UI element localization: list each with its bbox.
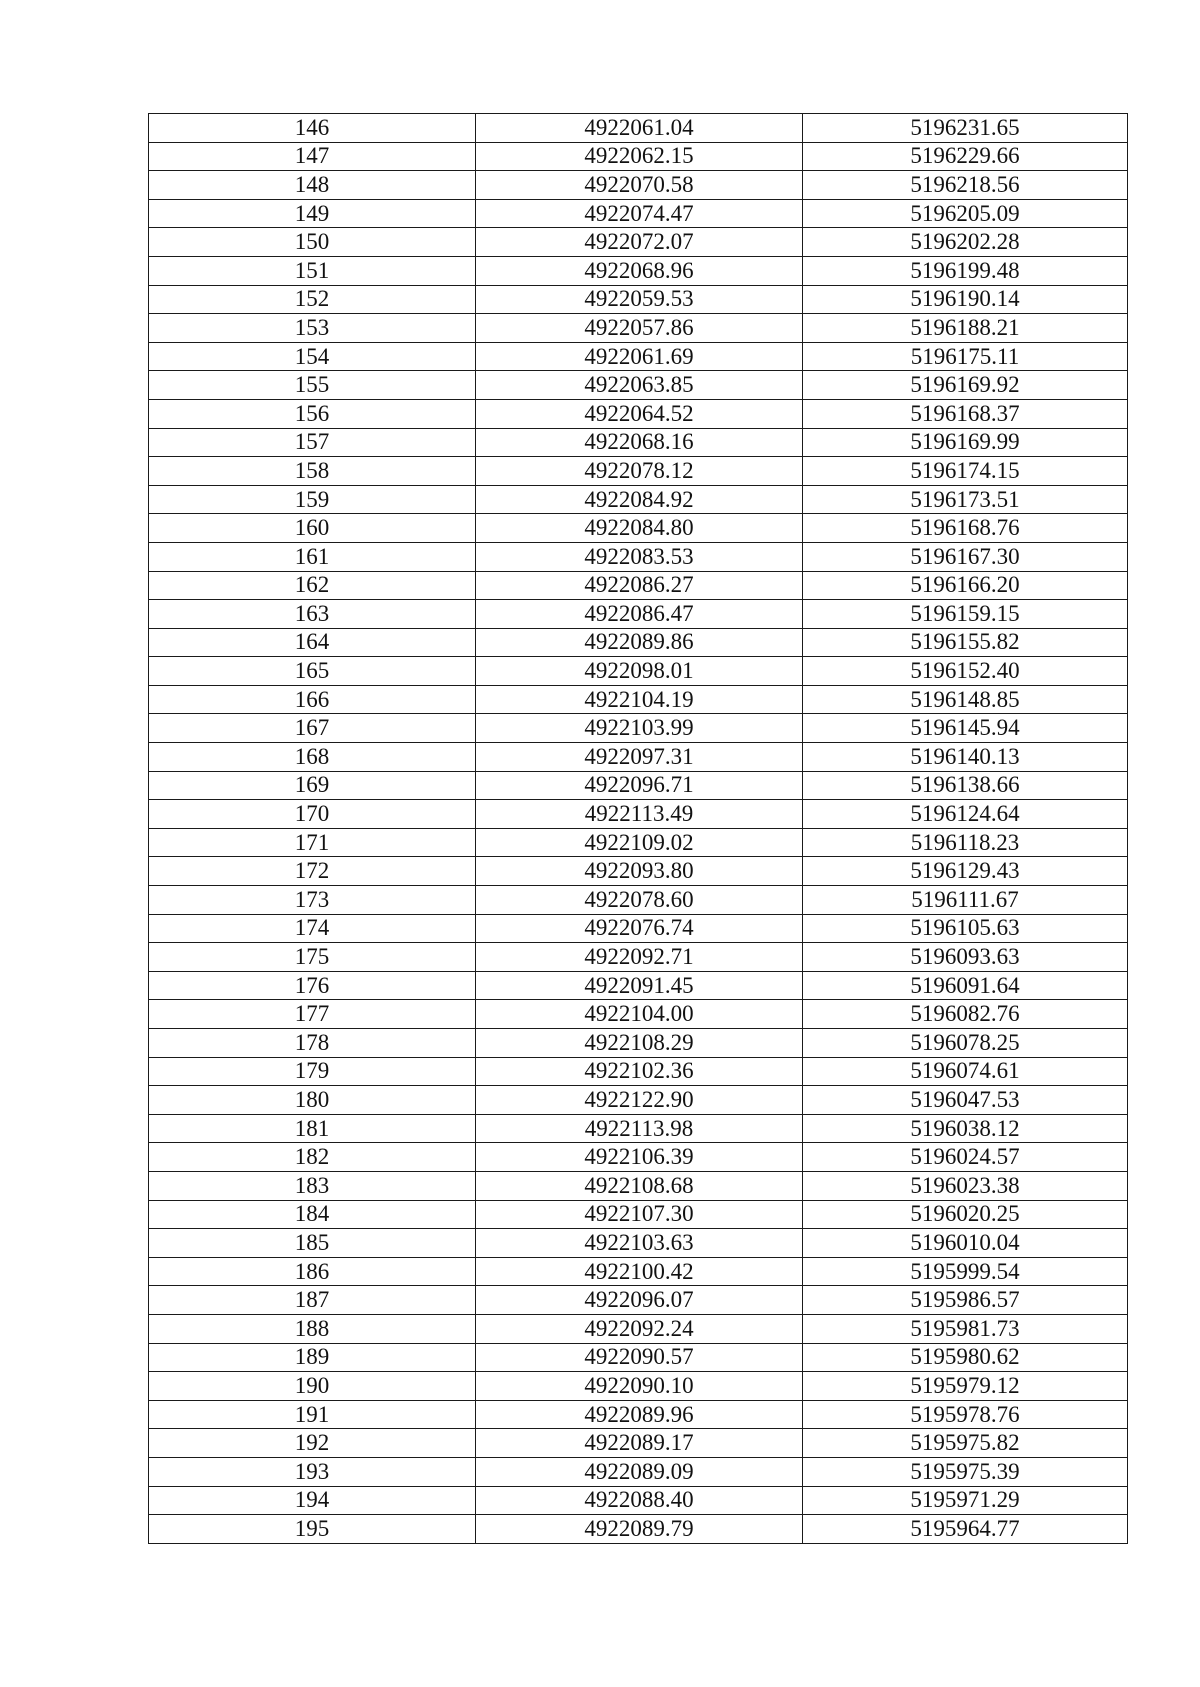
x-coordinate-cell: 4922072.07 [476, 228, 803, 257]
y-coordinate-cell: 5195981.73 [803, 1314, 1128, 1343]
point-number-cell: 195 [149, 1515, 476, 1544]
table-row [149, 514, 1128, 543]
table-row [149, 1143, 1128, 1172]
point-number-cell: 147 [149, 142, 476, 171]
x-coordinate-cell: 4922068.16 [476, 428, 803, 457]
point-number-cell: 163 [149, 600, 476, 629]
x-coordinate-cell: 4922088.40 [476, 1486, 803, 1515]
point-number-cell: 194 [149, 1486, 476, 1515]
point-number-cell: 164 [149, 628, 476, 657]
y-coordinate-cell: 5195978.76 [803, 1400, 1128, 1429]
point-number-cell: 181 [149, 1114, 476, 1143]
table-row [149, 1086, 1128, 1115]
table-row [149, 457, 1128, 486]
y-coordinate-cell: 5196074.61 [803, 1057, 1128, 1086]
x-coordinate-cell: 4922104.19 [476, 685, 803, 714]
point-number-cell: 174 [149, 914, 476, 943]
point-number-cell: 160 [149, 514, 476, 543]
table-row [149, 571, 1128, 600]
table-row [149, 1343, 1128, 1372]
point-number-cell: 157 [149, 428, 476, 457]
x-coordinate-cell: 4922113.98 [476, 1114, 803, 1143]
table-row [149, 1229, 1128, 1258]
point-number-cell: 153 [149, 314, 476, 343]
table-row [149, 1029, 1128, 1058]
point-number-cell: 172 [149, 857, 476, 886]
y-coordinate-cell: 5196167.30 [803, 542, 1128, 571]
y-coordinate-cell: 5196229.66 [803, 142, 1128, 171]
x-coordinate-cell: 4922106.39 [476, 1143, 803, 1172]
table-row [149, 743, 1128, 772]
table-row [149, 914, 1128, 943]
table-row [149, 1286, 1128, 1315]
table-row [149, 485, 1128, 514]
x-coordinate-cell: 4922089.86 [476, 628, 803, 657]
point-number-cell: 188 [149, 1314, 476, 1343]
x-coordinate-cell: 4922098.01 [476, 657, 803, 686]
y-coordinate-cell: 5196020.25 [803, 1200, 1128, 1229]
table-row [149, 314, 1128, 343]
table-row [149, 943, 1128, 972]
x-coordinate-cell: 4922063.85 [476, 371, 803, 400]
x-coordinate-cell: 4922104.00 [476, 1000, 803, 1029]
table-row [149, 1515, 1128, 1544]
point-number-cell: 169 [149, 771, 476, 800]
table-row [149, 828, 1128, 857]
point-number-cell: 179 [149, 1057, 476, 1086]
x-coordinate-cell: 4922083.53 [476, 542, 803, 571]
table-row [149, 1057, 1128, 1086]
point-number-cell: 165 [149, 657, 476, 686]
x-coordinate-cell: 4922059.53 [476, 285, 803, 314]
point-number-cell: 191 [149, 1400, 476, 1429]
point-number-cell: 175 [149, 943, 476, 972]
point-number-cell: 184 [149, 1200, 476, 1229]
y-coordinate-cell: 5196174.15 [803, 457, 1128, 486]
point-number-cell: 183 [149, 1171, 476, 1200]
x-coordinate-cell: 4922061.69 [476, 342, 803, 371]
point-number-cell: 185 [149, 1229, 476, 1258]
table-row [149, 256, 1128, 285]
y-coordinate-cell: 5195979.12 [803, 1372, 1128, 1401]
x-coordinate-cell: 4922089.09 [476, 1457, 803, 1486]
table-row [149, 657, 1128, 686]
table-row [149, 399, 1128, 428]
x-coordinate-cell: 4922089.17 [476, 1429, 803, 1458]
point-number-cell: 166 [149, 685, 476, 714]
y-coordinate-cell: 5196145.94 [803, 714, 1128, 743]
x-coordinate-cell: 4922070.58 [476, 171, 803, 200]
x-coordinate-cell: 4922103.63 [476, 1229, 803, 1258]
table-row [149, 1486, 1128, 1515]
point-number-cell: 180 [149, 1086, 476, 1115]
point-number-cell: 167 [149, 714, 476, 743]
y-coordinate-cell: 5196093.63 [803, 943, 1128, 972]
x-coordinate-cell: 4922074.47 [476, 199, 803, 228]
x-coordinate-cell: 4922097.31 [476, 743, 803, 772]
table-row [149, 628, 1128, 657]
x-coordinate-cell: 4922092.24 [476, 1314, 803, 1343]
x-coordinate-cell: 4922086.27 [476, 571, 803, 600]
table-row [149, 1000, 1128, 1029]
y-coordinate-cell: 5196175.11 [803, 342, 1128, 371]
table-row [149, 114, 1128, 143]
table-row [149, 428, 1128, 457]
point-number-cell: 173 [149, 886, 476, 915]
y-coordinate-cell: 5196091.64 [803, 971, 1128, 1000]
x-coordinate-cell: 4922064.52 [476, 399, 803, 428]
x-coordinate-cell: 4922061.04 [476, 114, 803, 143]
table-row [149, 171, 1128, 200]
table-row [149, 1429, 1128, 1458]
x-coordinate-cell: 4922078.60 [476, 886, 803, 915]
x-coordinate-cell: 4922108.29 [476, 1029, 803, 1058]
point-number-cell: 182 [149, 1143, 476, 1172]
table-row [149, 342, 1128, 371]
point-number-cell: 151 [149, 256, 476, 285]
y-coordinate-cell: 5196118.23 [803, 828, 1128, 857]
y-coordinate-cell: 5195999.54 [803, 1257, 1128, 1286]
x-coordinate-cell: 4922100.42 [476, 1257, 803, 1286]
point-number-cell: 150 [149, 228, 476, 257]
table-row [149, 1457, 1128, 1486]
point-number-cell: 152 [149, 285, 476, 314]
table-row [149, 285, 1128, 314]
x-coordinate-cell: 4922090.10 [476, 1372, 803, 1401]
x-coordinate-cell: 4922090.57 [476, 1343, 803, 1372]
y-coordinate-cell: 5196188.21 [803, 314, 1128, 343]
x-coordinate-cell: 4922103.99 [476, 714, 803, 743]
table-row [149, 685, 1128, 714]
table-row [149, 886, 1128, 915]
y-coordinate-cell: 5196082.76 [803, 1000, 1128, 1029]
y-coordinate-cell: 5196047.53 [803, 1086, 1128, 1115]
y-coordinate-cell: 5196129.43 [803, 857, 1128, 886]
x-coordinate-cell: 4922107.30 [476, 1200, 803, 1229]
table-row [149, 800, 1128, 829]
point-number-cell: 158 [149, 457, 476, 486]
x-coordinate-cell: 4922057.86 [476, 314, 803, 343]
y-coordinate-cell: 5196140.13 [803, 743, 1128, 772]
y-coordinate-cell: 5196169.99 [803, 428, 1128, 457]
point-number-cell: 168 [149, 743, 476, 772]
x-coordinate-cell: 4922093.80 [476, 857, 803, 886]
x-coordinate-cell: 4922122.90 [476, 1086, 803, 1115]
y-coordinate-cell: 5196105.63 [803, 914, 1128, 943]
y-coordinate-cell: 5196168.76 [803, 514, 1128, 543]
y-coordinate-cell: 5196111.67 [803, 886, 1128, 915]
x-coordinate-cell: 4922096.71 [476, 771, 803, 800]
y-coordinate-cell: 5196166.20 [803, 571, 1128, 600]
y-coordinate-cell: 5196190.14 [803, 285, 1128, 314]
table-row [149, 1257, 1128, 1286]
y-coordinate-cell: 5196078.25 [803, 1029, 1128, 1058]
table-row [149, 1314, 1128, 1343]
table-row [149, 228, 1128, 257]
y-coordinate-cell: 5195975.39 [803, 1457, 1128, 1486]
table-row [149, 1400, 1128, 1429]
y-coordinate-cell: 5196218.56 [803, 171, 1128, 200]
y-coordinate-cell: 5195971.29 [803, 1486, 1128, 1515]
point-number-cell: 159 [149, 485, 476, 514]
table-row [149, 771, 1128, 800]
point-number-cell: 146 [149, 114, 476, 143]
point-number-cell: 161 [149, 542, 476, 571]
y-coordinate-cell: 5196159.15 [803, 600, 1128, 629]
table-row [149, 857, 1128, 886]
y-coordinate-cell: 5196231.65 [803, 114, 1128, 143]
x-coordinate-cell: 4922084.80 [476, 514, 803, 543]
table-row [149, 971, 1128, 1000]
x-coordinate-cell: 4922113.49 [476, 800, 803, 829]
table-row [149, 542, 1128, 571]
y-coordinate-cell: 5195980.62 [803, 1343, 1128, 1372]
table-row [149, 199, 1128, 228]
coordinates-table [148, 113, 1128, 1544]
x-coordinate-cell: 4922091.45 [476, 971, 803, 1000]
x-coordinate-cell: 4922109.02 [476, 828, 803, 857]
table-row [149, 1171, 1128, 1200]
point-number-cell: 148 [149, 171, 476, 200]
y-coordinate-cell: 5195975.82 [803, 1429, 1128, 1458]
y-coordinate-cell: 5196010.04 [803, 1229, 1128, 1258]
x-coordinate-cell: 4922092.71 [476, 943, 803, 972]
table-row [149, 1200, 1128, 1229]
y-coordinate-cell: 5196138.66 [803, 771, 1128, 800]
point-number-cell: 189 [149, 1343, 476, 1372]
point-number-cell: 176 [149, 971, 476, 1000]
coordinates-table-body [149, 114, 1128, 1544]
y-coordinate-cell: 5196038.12 [803, 1114, 1128, 1143]
point-number-cell: 190 [149, 1372, 476, 1401]
table-row [149, 142, 1128, 171]
y-coordinate-cell: 5195986.57 [803, 1286, 1128, 1315]
x-coordinate-cell: 4922096.07 [476, 1286, 803, 1315]
point-number-cell: 171 [149, 828, 476, 857]
table-row [149, 600, 1128, 629]
point-number-cell: 154 [149, 342, 476, 371]
y-coordinate-cell: 5196148.85 [803, 685, 1128, 714]
point-number-cell: 155 [149, 371, 476, 400]
y-coordinate-cell: 5195964.77 [803, 1515, 1128, 1544]
point-number-cell: 187 [149, 1286, 476, 1315]
point-number-cell: 177 [149, 1000, 476, 1029]
x-coordinate-cell: 4922062.15 [476, 142, 803, 171]
y-coordinate-cell: 5196155.82 [803, 628, 1128, 657]
y-coordinate-cell: 5196152.40 [803, 657, 1128, 686]
x-coordinate-cell: 4922089.79 [476, 1515, 803, 1544]
point-number-cell: 178 [149, 1029, 476, 1058]
x-coordinate-cell: 4922068.96 [476, 256, 803, 285]
point-number-cell: 192 [149, 1429, 476, 1458]
point-number-cell: 149 [149, 199, 476, 228]
y-coordinate-cell: 5196169.92 [803, 371, 1128, 400]
point-number-cell: 156 [149, 399, 476, 428]
x-coordinate-cell: 4922086.47 [476, 600, 803, 629]
y-coordinate-cell: 5196023.38 [803, 1171, 1128, 1200]
y-coordinate-cell: 5196202.28 [803, 228, 1128, 257]
y-coordinate-cell: 5196199.48 [803, 256, 1128, 285]
x-coordinate-cell: 4922102.36 [476, 1057, 803, 1086]
table-row [149, 1114, 1128, 1143]
y-coordinate-cell: 5196173.51 [803, 485, 1128, 514]
x-coordinate-cell: 4922078.12 [476, 457, 803, 486]
y-coordinate-cell: 5196168.37 [803, 399, 1128, 428]
point-number-cell: 170 [149, 800, 476, 829]
table-row [149, 1372, 1128, 1401]
y-coordinate-cell: 5196124.64 [803, 800, 1128, 829]
table-row [149, 714, 1128, 743]
point-number-cell: 186 [149, 1257, 476, 1286]
y-coordinate-cell: 5196024.57 [803, 1143, 1128, 1172]
x-coordinate-cell: 4922084.92 [476, 485, 803, 514]
table-row [149, 371, 1128, 400]
point-number-cell: 193 [149, 1457, 476, 1486]
x-coordinate-cell: 4922076.74 [476, 914, 803, 943]
point-number-cell: 162 [149, 571, 476, 600]
x-coordinate-cell: 4922108.68 [476, 1171, 803, 1200]
x-coordinate-cell: 4922089.96 [476, 1400, 803, 1429]
y-coordinate-cell: 5196205.09 [803, 199, 1128, 228]
